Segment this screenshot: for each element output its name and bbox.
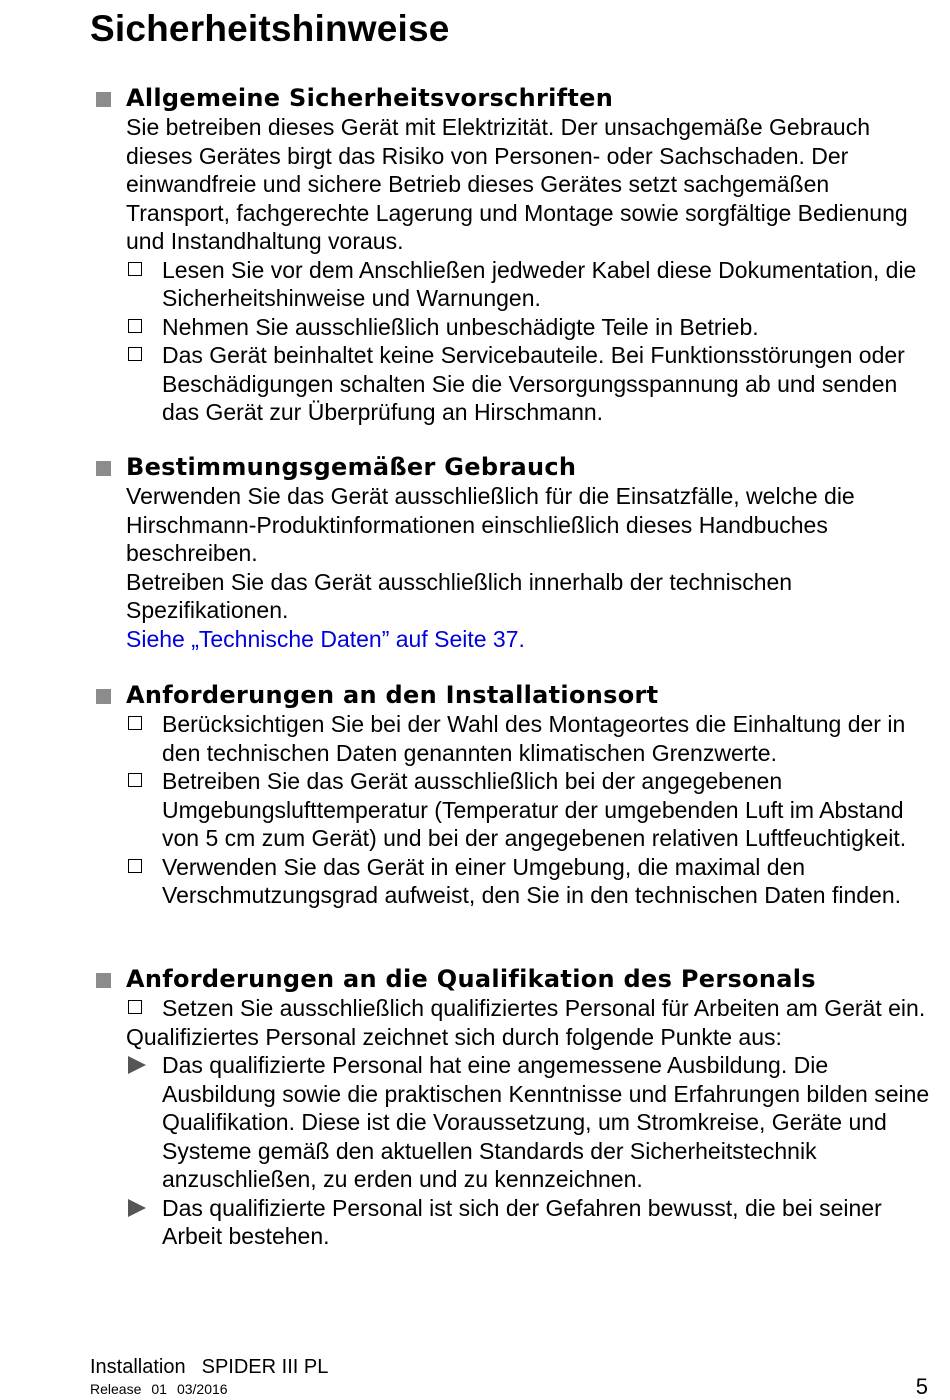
checklist-item: Betreiben Sie das Gerät ausschließlich bei der angegebenen Umgebungslufttemperatur (Temperatur der umgebenden Luft im Abstand von 5 cm zum Gerät) und bei der angegebenen relativen Luftfeuchtigkeit.: [162, 767, 930, 853]
page-title: Sicherheitshinweise: [90, 8, 450, 49]
section-general-safety: [0, 84, 950, 427]
checklist-item: Lesen Sie vor dem Anschließen jedweder Kabel diese Dokumentation, die Sicherheitshinweise und Warnungen.: [162, 256, 930, 313]
section-heading: Allgemeine Sicherheitsvorschriften: [126, 84, 614, 112]
checklist-item: Verwenden Sie das Gerät in einer Umgebung, die maximal den Verschmutzungsgrad aufweist, den Sie in den technischen Daten finden.: [162, 853, 930, 910]
triangle-arrow-icon: [128, 1199, 146, 1217]
section-paragraph: Sie betreiben dieses Gerät mit Elektrizität. Der unsachgemäße Gebrauch dieses Gerätes birgt das Risiko von Personen- oder Sachschaden. Der einwandfreie und sichere Betrieb dieses Gerätes setzt sachgemäßen Transport, fachgerechte Lagerung und Montage sowie sorgfältige Bedienung und Instandhaltung voraus.: [126, 114, 908, 254]
technical-data-link[interactable]: Siehe „Technische Daten” auf Seite 37.: [126, 625, 525, 652]
triangle-arrow-icon: [128, 1056, 146, 1074]
checkbox-icon: [128, 319, 142, 333]
section-paragraph: Verwenden Sie das Gerät ausschließlich für die Einsatzfälle, welche die Hirschmann-Produktinformationen einschließlich dieses Handbuches beschreiben.: [126, 483, 855, 566]
checkbox-icon: [128, 1000, 142, 1014]
checklist-item: Setzen Sie ausschließlich qualifiziertes Personal für Arbeiten am Gerät ein.: [162, 994, 930, 1023]
checkbox-icon: [128, 262, 142, 276]
footer-release-label: Release: [90, 1381, 142, 1397]
checklist-item: Nehmen Sie ausschließlich unbeschädigte Teile in Betrieb.: [162, 313, 930, 342]
checkbox-icon: [128, 773, 142, 787]
footer-doc-type: Installation: [90, 1356, 186, 1378]
section-heading: Anforderungen an die Qualifikation des Personals: [126, 965, 816, 993]
section-heading: Anforderungen an den Installationsort: [126, 681, 659, 709]
section-personnel-qualification: [0, 965, 950, 1251]
bullet-point: Das qualifizierte Personal hat eine angemessene Ausbildung. Die Ausbildung sowie die praktischen Kenntnisse und Erfahrungen bilden seine Qualifikation. Diese ist die Voraussetzung, um Stromkreise, Geräte und Systeme gemäß den aktuellen Standards der Sicherheitstechnik anzuschließen, zu erden und zu kennzeichnen.: [162, 1051, 930, 1194]
footer-release-info: [90, 1381, 238, 1397]
checklist-item: Berücksichtigen Sie bei der Wahl des Montageortes die Einhaltung der in den technischen Daten genannten klimatischen Grenzwerte.: [162, 710, 930, 767]
section-paragraph: Betreiben Sie das Gerät ausschließlich innerhalb der technischen Spezifikationen.: [126, 568, 793, 623]
section-heading: Bestimmungsgemäßer Gebrauch: [126, 453, 577, 481]
footer-product: SPIDER III PL: [201, 1356, 329, 1378]
footer-release-number: 01: [151, 1381, 167, 1397]
checkbox-icon: [128, 716, 142, 730]
page-number: 5: [915, 1374, 928, 1399]
section-marker-icon: [96, 973, 111, 988]
checkbox-icon: [128, 347, 142, 361]
section-marker-icon: [96, 689, 111, 704]
section-paragraph: Qualifiziertes Personal zeichnet sich durch folgende Punkte aus:: [126, 1023, 782, 1050]
bullet-point: Das qualifizierte Personal ist sich der Gefahren bewusst, die bei seiner Arbeit bestehen.: [162, 1194, 930, 1251]
footer-release-date: 03/2016: [176, 1381, 228, 1397]
checkbox-icon: [128, 859, 142, 873]
section-intended-use: [0, 453, 950, 653]
section-marker-icon: [96, 92, 111, 107]
section-marker-icon: [96, 461, 111, 476]
checklist-item: Das Gerät beinhaltet keine Servicebauteile. Bei Funktionsstörungen oder Beschädigungen schalten Sie die Versorgungsspannung ab und senden das Gerät zur Überprüfung an Hirschmann.: [162, 341, 930, 427]
section-installation-site: [0, 681, 950, 910]
footer-document-title: [90, 1356, 344, 1379]
